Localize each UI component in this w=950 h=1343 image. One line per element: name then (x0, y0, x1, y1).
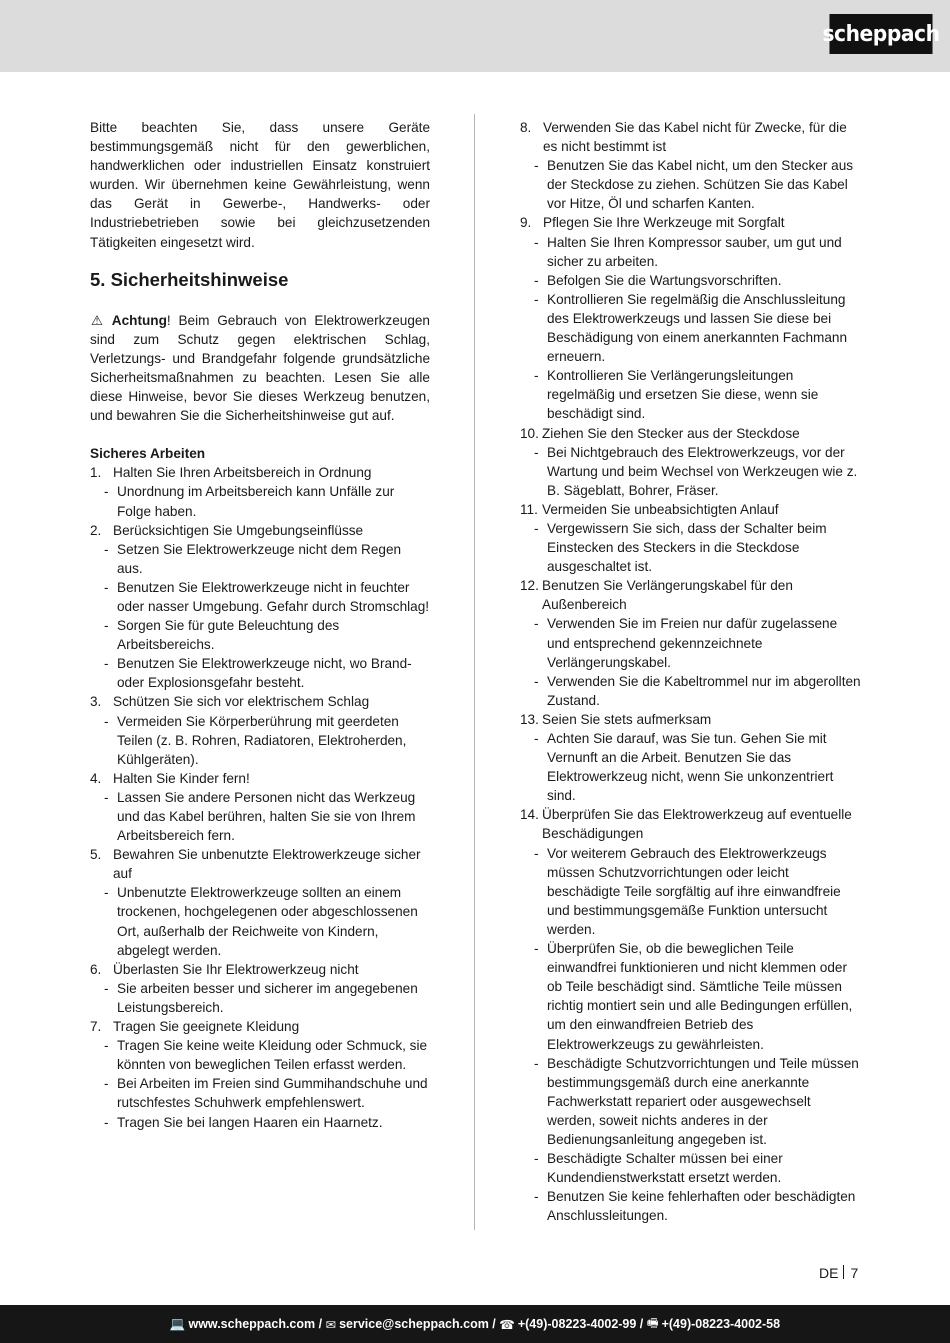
bullet-dash: - (104, 656, 109, 672)
bullet-text: Vergewissern Sie sich, dass der Schalter beim Einstecken des Steckers in die Steckdose ausgeschaltet ist. (547, 520, 827, 575)
page-number (819, 1265, 858, 1281)
bullet-item (90, 979, 430, 1017)
bullet-item (90, 1074, 430, 1112)
bullet-text: Halten Sie Ihren Kompressor sauber, um gut und sicher zu arbeiten. (547, 234, 842, 269)
bullet-item (90, 578, 430, 616)
bullet-dash: - (104, 1076, 109, 1092)
item-title: Berücksichtigen Sie Umgebungseinflüsse (113, 522, 364, 538)
bullet-item (90, 712, 430, 769)
bullet-dash: - (104, 789, 109, 805)
bullet-dash: - (534, 158, 539, 174)
bullet-dash: - (104, 885, 109, 901)
phone-icon: ☎ (499, 1317, 515, 1332)
item-title: Seien Sie stets aufmerksam (542, 711, 712, 727)
bullet-dash: - (534, 616, 539, 632)
column-divider (474, 114, 475, 1230)
bullet-dash: - (104, 484, 109, 500)
bullet-text: Beschädigte Schalter müssen bei einer Kundendienstwerkstatt ersetzt werden. (547, 1151, 783, 1186)
warning-label: Achtung (111, 312, 167, 328)
warning-triangle-icon: ⚠ (90, 312, 104, 328)
bullet-text: Lassen Sie andere Personen nicht das Werkzeug und das Kabel berühren, halten Sie sie von Ihrem Arbeitsbereich fern. (117, 789, 416, 844)
item-title: Vermeiden Sie unbeabsichtigten Anlauf (542, 501, 779, 517)
item-number: 12. (520, 578, 539, 594)
list-item (90, 521, 430, 540)
list-item (520, 118, 862, 156)
bullet-item (520, 519, 862, 576)
bullet-dash: - (534, 1189, 539, 1205)
footer-website-link[interactable]: www.scheppach.com / (188, 1317, 323, 1331)
bullet-dash: - (534, 368, 539, 384)
bullet-item (90, 482, 430, 520)
bullet-dash: - (534, 272, 539, 288)
footer-email-link[interactable]: service@scheppach.com / (339, 1317, 496, 1331)
list-item (520, 576, 862, 614)
bullet-dash: - (534, 1151, 539, 1167)
bullet-text: Bei Arbeiten im Freien sind Gummihandschuhe und rutschfestes Schuhwerk empfehlenswert. (117, 1076, 428, 1111)
item-number: 6. (90, 961, 102, 977)
item-number: 9. (520, 215, 532, 231)
footer (0, 1305, 950, 1343)
item-title: Ziehen Sie den Stecker aus der Steckdose (542, 425, 800, 441)
bullet-dash: - (534, 673, 539, 689)
list-item (520, 500, 862, 519)
bullet-dash: - (104, 618, 109, 634)
left-column (90, 118, 430, 1132)
bullet-text: Achten Sie darauf, was Sie tun. Gehen Sie mit Vernunft an die Arbeit. Benutzen Sie das Elektrowerkzeug nicht, wenn Sie unkonzentriert sind. (547, 731, 834, 804)
list-item (90, 769, 430, 788)
bullet-text: Überprüfen Sie, ob die beweglichen Teile einwandfrei funktionieren und nicht klemmen oder ob Teile beschädigt sind. Sämtliche Teile müssen richtig montiert sein und alle Bedingungen erfüllen, um den einwandfreien Betrieb des Elektrowerkzeugs zu gewährleisten. (547, 941, 853, 1052)
bullet-text: Benutzen Sie das Kabel nicht, um den Stecker aus der Steckdose zu ziehen. Schützen Sie das Kabel vor Hitze, Öl und scharfen Kanten. (547, 158, 854, 212)
item-number: 11. (520, 501, 538, 517)
bullet-dash: - (104, 1114, 109, 1130)
subheading: Sicheres Arbeiten (90, 446, 206, 462)
bullet-dash: - (104, 541, 109, 557)
bullet-item (520, 1149, 862, 1187)
bullet-item (520, 729, 862, 805)
bullet-text: Benutzen Sie Elektrowerkzeuge nicht, wo Brand- oder Explosionsgefahr besteht. (117, 656, 412, 691)
bullet-text: Verwenden Sie die Kabeltrommel nur im abgerollten Zustand. (547, 673, 861, 708)
left-safety-list (90, 463, 430, 1131)
item-title: Überlasten Sie Ihr Elektrowerkzeug nicht (113, 961, 359, 977)
list-item (90, 692, 430, 711)
computer-icon: 💻 (169, 1316, 186, 1331)
brand-logo: scheppach (829, 14, 932, 54)
bullet-item (90, 540, 430, 578)
item-title: Verwenden Sie das Kabel nicht für Zwecke, für die es nicht bestimmt ist (543, 120, 847, 155)
bullet-item (90, 616, 430, 654)
bullet-text: Kontrollieren Sie regelmäßig die Anschlussleitung des Elektrowerkzeugs und lassen Sie diese bei Beschädigung von einem anerkannten Fachmann erneuern. (547, 291, 848, 365)
list-item (520, 424, 862, 443)
list-item (90, 1017, 430, 1036)
item-number: 7. (90, 1019, 102, 1035)
bullet-item (520, 1187, 862, 1225)
bullet-text: Unordnung im Arbeitsbereich kann Unfälle zur Folge haben. (117, 484, 395, 519)
bullet-item (90, 788, 430, 845)
bullet-text: Kontrollieren Sie Verlängerungsleitungen regelmäßig und ersetzen Sie diese, wenn sie beschädigt sind. (547, 368, 819, 422)
bullet-item (520, 290, 862, 366)
warning-paragraph (90, 311, 430, 426)
bullet-text: Setzen Sie Elektrowerkzeuge nicht dem Regen aus. (117, 541, 402, 576)
bullet-item (520, 1054, 862, 1149)
bullet-item (520, 156, 862, 213)
item-title: Pflegen Sie Ihre Werkzeuge mit Sorgfalt (543, 215, 785, 231)
bullet-item (520, 233, 862, 271)
page-num: 7 (850, 1265, 859, 1281)
bullet-item (520, 443, 862, 500)
page-separator (843, 1265, 844, 1279)
item-title: Tragen Sie geeignete Kleidung (113, 1019, 300, 1035)
footer-phone: +(49)-08223-4002-99 / (517, 1317, 644, 1331)
bullet-dash: - (534, 845, 539, 861)
item-title: Benutzen Sie Verlängerungskabel für den Außenbereich (542, 578, 793, 613)
item-title: Bewahren Sie unbenutzte Elektrowerkzeuge sicher auf (113, 847, 421, 882)
item-title: Halten Sie Kinder fern! (113, 770, 250, 786)
item-number: 13. (520, 711, 539, 727)
mail-icon: ✉ (325, 1317, 337, 1332)
bullet-item (90, 1113, 430, 1132)
bullet-text: Verwenden Sie im Freien nur dafür zugelassene und entsprechend gekennzeichnete Verlängerungskabel. (547, 616, 838, 670)
item-number: 4. (90, 770, 102, 786)
bullet-dash: - (534, 234, 539, 250)
bullet-item (520, 366, 862, 423)
right-safety-list (520, 118, 862, 1225)
bullet-dash: - (534, 941, 539, 957)
list-item (90, 960, 430, 979)
bullet-dash: - (534, 291, 539, 307)
item-title: Schützen Sie sich vor elektrischem Schlag (113, 694, 370, 710)
bullet-dash: - (104, 579, 109, 595)
bullet-item (520, 672, 862, 710)
item-number: 2. (90, 522, 102, 538)
bullet-dash: - (104, 713, 109, 729)
bullet-text: Benutzen Sie Elektrowerkzeuge nicht in feuchter oder nasser Umgebung. Gefahr durch Stromschlag! (117, 579, 430, 614)
bullet-item (90, 654, 430, 692)
warning-text: ! Beim Gebrauch von Elektrowerkzeugen sind zum Schutz gegen elektrischen Schlag, Verletzungs- und Brandgefahr folgende grundsätzliche Sicherheitsmaßnahmen zu beachten. Lesen Sie alle diese Hinweise, bevor Sie dieses Werkzeug benutzen, und bewahren Sie die Sicherheitshinweise gut auf. (90, 312, 430, 424)
bullet-text: Befolgen Sie die Wartungsvorschriften. (547, 272, 782, 288)
bullet-text: Tragen Sie keine weite Kleidung oder Schmuck, sie könnten von beweglichen Teilen erfasst werden. (117, 1038, 428, 1073)
bullet-dash: - (534, 731, 539, 746)
item-number: 1. (90, 465, 102, 481)
bullet-item (90, 883, 430, 959)
bullet-text: Tragen Sie bei langen Haaren ein Haarnetz. (117, 1114, 383, 1130)
item-title: Überprüfen Sie das Elektrowerkzeug auf eventuelle Beschädigungen (542, 807, 852, 842)
item-title: Halten Sie Ihren Arbeitsbereich in Ordnung (113, 465, 372, 481)
footer-fax: +(49)-08223-4002-58 (661, 1317, 781, 1331)
list-item (520, 805, 862, 843)
bullet-text: Vor weiterem Gebrauch des Elektrowerkzeugs müssen Schutzvorrichtungen oder leicht beschädigte Teile sorgfältig auf ihre einwandfreie und bestimmungsgemäße Funktion untersucht werden. (547, 845, 841, 937)
bullet-text: Vermeiden Sie Körperberührung mit geerdeten Teilen (z. B. Rohren, Radiatoren, Elektroherden, Kühlgeräten). (117, 713, 407, 767)
bullet-item (520, 614, 862, 671)
section-title: 5. Sicherheitshinweise (90, 268, 289, 290)
item-number: 8. (520, 120, 532, 135)
list-item (520, 213, 862, 232)
bullet-text: Beschädigte Schutzvorrichtungen und Teile müssen bestimmungsgemäß durch eine anerkannte Fachwerkstatt repariert oder ausgewechselt werden, soweit nichts anderes in der Bedienungsanleitung angegeben ist. (547, 1055, 859, 1147)
bullet-item (520, 939, 862, 1054)
bullet-text: Unbenutzte Elektrowerkzeuge sollten an einem trockenen, hochgelegenen oder abgeschlossenen Ort, außerhalb der Reichweite von Kindern, abgelegt werden. (117, 885, 418, 958)
bullet-text: Sorgen Sie für gute Beleuchtung des Arbeitsbereichs. (117, 618, 340, 653)
bullet-text: Sie arbeiten besser und sicherer im angegebenen Leistungsbereich. (117, 980, 418, 1015)
item-number: 5. (90, 847, 102, 863)
list-item (520, 710, 862, 729)
intro-paragraph: Bitte beachten Sie, dass unsere Geräte bestimmungsgemäß nicht für den gewerblichen, handwerklichen oder industriellen Einsatz konstruiert wurden. Wir übernehmen keine Gewährleistung, wenn das Gerät in Gewerbe-, Handwerks- oder Industriebetrieben sowie bei gleichzusetzenden Tätigkeiten eingesetzt wird. (90, 120, 430, 250)
header-band (0, 0, 950, 72)
bullet-dash: - (534, 1055, 539, 1071)
bullet-dash: - (104, 1038, 109, 1054)
bullet-item (520, 844, 862, 939)
bullet-dash: - (534, 444, 539, 460)
item-number: 3. (90, 694, 102, 710)
fax-icon: 🖷 (646, 1315, 659, 1330)
bullet-dash: - (534, 520, 539, 536)
list-item (90, 463, 430, 482)
bullet-text: Bei Nichtgebrauch des Elektrowerkzeugs, vor der Wartung und beim Wechsel von Werkzeugen wie z. B. Sägeblatt, Bohrer, Fräser. (547, 444, 858, 498)
item-number: 14. (520, 807, 539, 823)
bullet-dash: - (104, 980, 109, 996)
right-column (520, 118, 862, 1225)
bullet-item (90, 1036, 430, 1074)
bullet-text: Benutzen Sie keine fehlerhaften oder beschädigten Anschlussleitungen. (547, 1189, 856, 1224)
list-item (90, 845, 430, 883)
bullet-item (520, 271, 862, 290)
page-lang: DE (819, 1265, 839, 1281)
item-number: 10. (520, 425, 539, 441)
